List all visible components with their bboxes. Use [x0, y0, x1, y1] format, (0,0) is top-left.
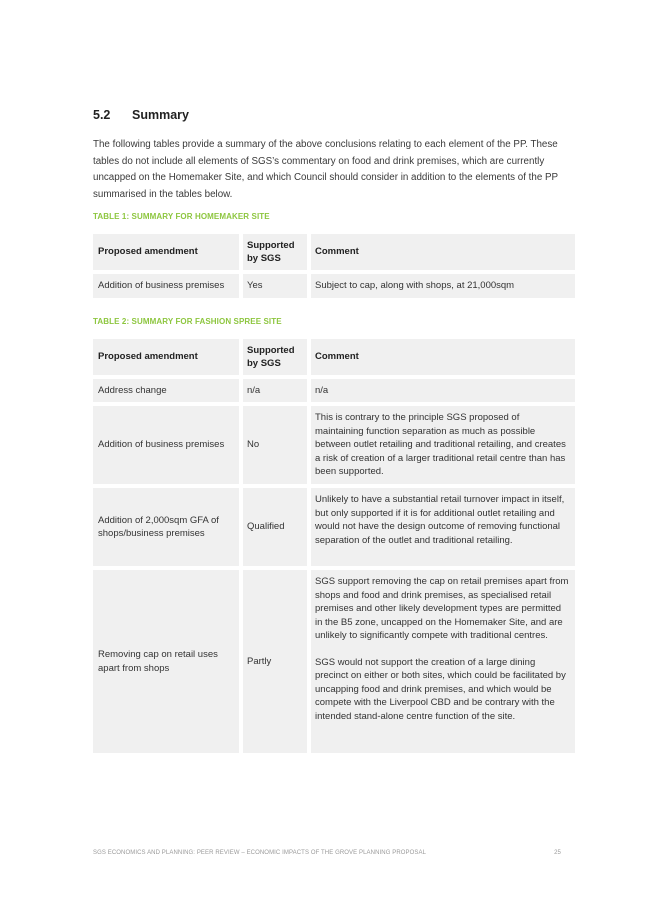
table1-caption: TABLE 1: SUMMARY FOR HOMEMAKER SITE: [93, 212, 270, 221]
header-amendment: Proposed amendment: [93, 234, 239, 270]
header-supported: Supported by SGS: [243, 234, 307, 270]
cell-comment: This is contrary to the principle SGS proposed of maintaining function separation as much as possible between outlet retailing and traditional retailing, and creates a risk of creation of a larger traditional retail centre than has been supported.: [311, 406, 575, 484]
table-row: [93, 406, 575, 484]
table-row: [93, 379, 575, 402]
page-footer: [93, 850, 561, 856]
table-row: [93, 274, 575, 298]
cell-comment: [311, 570, 575, 753]
page-number: 25: [554, 850, 561, 856]
table-row: [93, 488, 575, 566]
table2: [93, 339, 575, 757]
section-title: Summary: [132, 108, 189, 122]
header-comment: Comment: [311, 234, 575, 270]
comment-paragraph: SGS would not support the creation of a large dining precinct on either or both sites, which could be facilitated by uncapping food and drink premises, and which would be compete with the Liverpool CBD and be contrary with the intended stand-alone centre function of the site.: [315, 656, 566, 722]
cell-supported: Partly: [243, 570, 307, 753]
cell-amendment: Address change: [93, 379, 239, 402]
cell-amendment: Addition of 2,000sqm GFA of shops/business premises: [93, 488, 239, 566]
cell-comment: Unlikely to have a substantial retail turnover impact in itself, but only supported if it is for additional outlet retailing and would not have the design outcome of removing functional separation of the outlet and traditional retailing.: [311, 488, 575, 566]
table2-caption: TABLE 2: SUMMARY FOR FASHION SPREE SITE: [93, 317, 282, 326]
header-amendment: Proposed amendment: [93, 339, 239, 375]
cell-supported: Qualified: [243, 488, 307, 566]
cell-supported: No: [243, 406, 307, 484]
header-comment: Comment: [311, 339, 575, 375]
cell-comment: n/a: [311, 379, 575, 402]
cell-comment: Subject to cap, along with shops, at 21,000sqm: [311, 274, 575, 298]
cell-supported: n/a: [243, 379, 307, 402]
intro-paragraph: The following tables provide a summary of the above conclusions relating to each element of the PP. These tables do not include all elements of SGS’s commentary on food and drink premises, which are currently uncapped on the Homemaker Site, and which Council should consider in addition to the elements of the PP summarised in the tables below.: [93, 139, 558, 200]
section-heading: [93, 108, 189, 122]
cell-amendment: Addition of business premises: [93, 274, 239, 298]
table2-header-row: [93, 339, 575, 375]
table1: [93, 234, 575, 302]
header-supported: Supported by SGS: [243, 339, 307, 375]
table-row: [93, 570, 575, 753]
table1-header-row: [93, 234, 575, 270]
cell-amendment: Removing cap on retail uses apart from shops: [93, 570, 239, 753]
cell-supported: Yes: [243, 274, 307, 298]
section-number: 5.2: [93, 108, 111, 122]
comment-paragraph: SGS support removing the cap on retail premises apart from shops and food and drink premises, as specialised retail premises and other likely development types are permitted in the B5 zone, uncapped on the Homemaker Site, and are unlikely to significantly compete with traditional centres.: [315, 576, 569, 641]
footer-text: SGS ECONOMICS AND PLANNING: PEER REVIEW – ECONOMIC IMPACTS OF THE GROVE PLANNING PROPOSAL: [93, 850, 427, 856]
cell-amendment: Addition of business premises: [93, 406, 239, 484]
